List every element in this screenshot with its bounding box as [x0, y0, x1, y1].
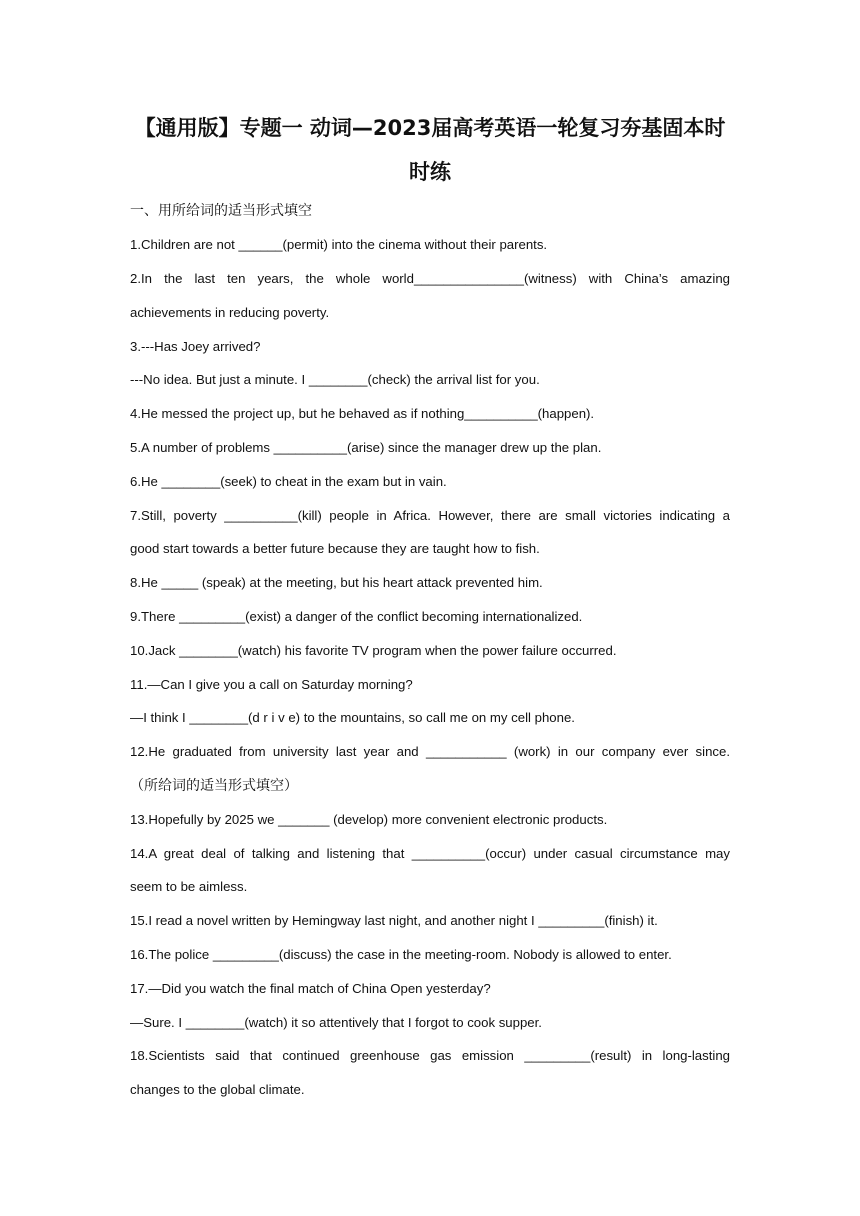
question-16: 16.The police _________(discuss) the case in the meeting-room. Nobody is allowed to enter. — [130, 947, 672, 962]
question-7-line-1: 7.Still, poverty __________(kill) people in Africa. However, there are small victories indicating a — [130, 508, 730, 523]
question-17-line-1: 17.—Did you watch the final match of China Open yesterday? — [130, 981, 491, 996]
document-title-line-2: 时练 — [409, 160, 451, 184]
question-14-line-1: 14.A great deal of talking and listening that __________(occur) under casual circumstance may — [130, 846, 730, 861]
question-3-line-2: ---No idea. But just a minute. I ________(check) the arrival list for you. — [130, 372, 540, 387]
question-12-line-2: （所给词的适当形式填空） — [130, 778, 298, 794]
question-1: 1.Children are not ______(permit) into the cinema without their parents. — [130, 237, 548, 252]
question-9: 9.There _________(exist) a danger of the conflict becoming internationalized. — [130, 609, 583, 624]
question-11-line-1: 11.—Can I give you a call on Saturday morning? — [130, 677, 413, 692]
question-11-line-2: —I think I ________(d r i v e) to the mountains, so call me on my cell phone. — [130, 710, 575, 725]
question-13: 13.Hopefully by 2025 we _______ (develop) more convenient electronic products. — [130, 812, 608, 827]
question-5: 5.A number of problems __________(arise) since the manager drew up the plan. — [130, 440, 602, 455]
question-8: 8.He _____ (speak) at the meeting, but his heart attack prevented him. — [130, 575, 543, 590]
section-heading: 一、用所给词的适当形式填空 — [130, 203, 312, 219]
question-4: 4.He messed the project up, but he behaved as if nothing__________(happen). — [130, 406, 595, 421]
question-10: 10.Jack ________(watch) his favorite TV program when the power failure occurred. — [130, 643, 617, 658]
question-2-line-2: achievements in reducing poverty. — [130, 305, 330, 320]
question-3-line-1: 3.---Has Joey arrived? — [130, 339, 261, 354]
question-2-line-1: 2.In the last ten years, the whole world_______________(witness) with China’s amazing — [130, 271, 730, 286]
document-title-line-1: 【通用版】专题一 动词—2023届高考英语一轮复习夯基固本时 — [134, 116, 726, 140]
question-7-line-2: good start towards a better future because they are taught how to fish. — [130, 541, 540, 556]
question-18-line-2: changes to the global climate. — [130, 1082, 305, 1097]
question-15: 15.I read a novel written by Hemingway last night, and another night I _________(finish) it. — [130, 913, 658, 928]
question-14-line-2: seem to be aimless. — [130, 879, 248, 894]
question-6: 6.He ________(seek) to cheat in the exam but in vain. — [130, 474, 447, 489]
question-18-line-1: 18.Scientists said that continued greenhouse gas emission _________(result) in long-lasting — [130, 1048, 730, 1063]
question-12-line-1: 12.He graduated from university last year and ___________ (work) in our company ever since. — [130, 744, 730, 759]
question-17-line-2: —Sure. I ________(watch) it so attentively that I forgot to cook supper. — [130, 1015, 542, 1030]
